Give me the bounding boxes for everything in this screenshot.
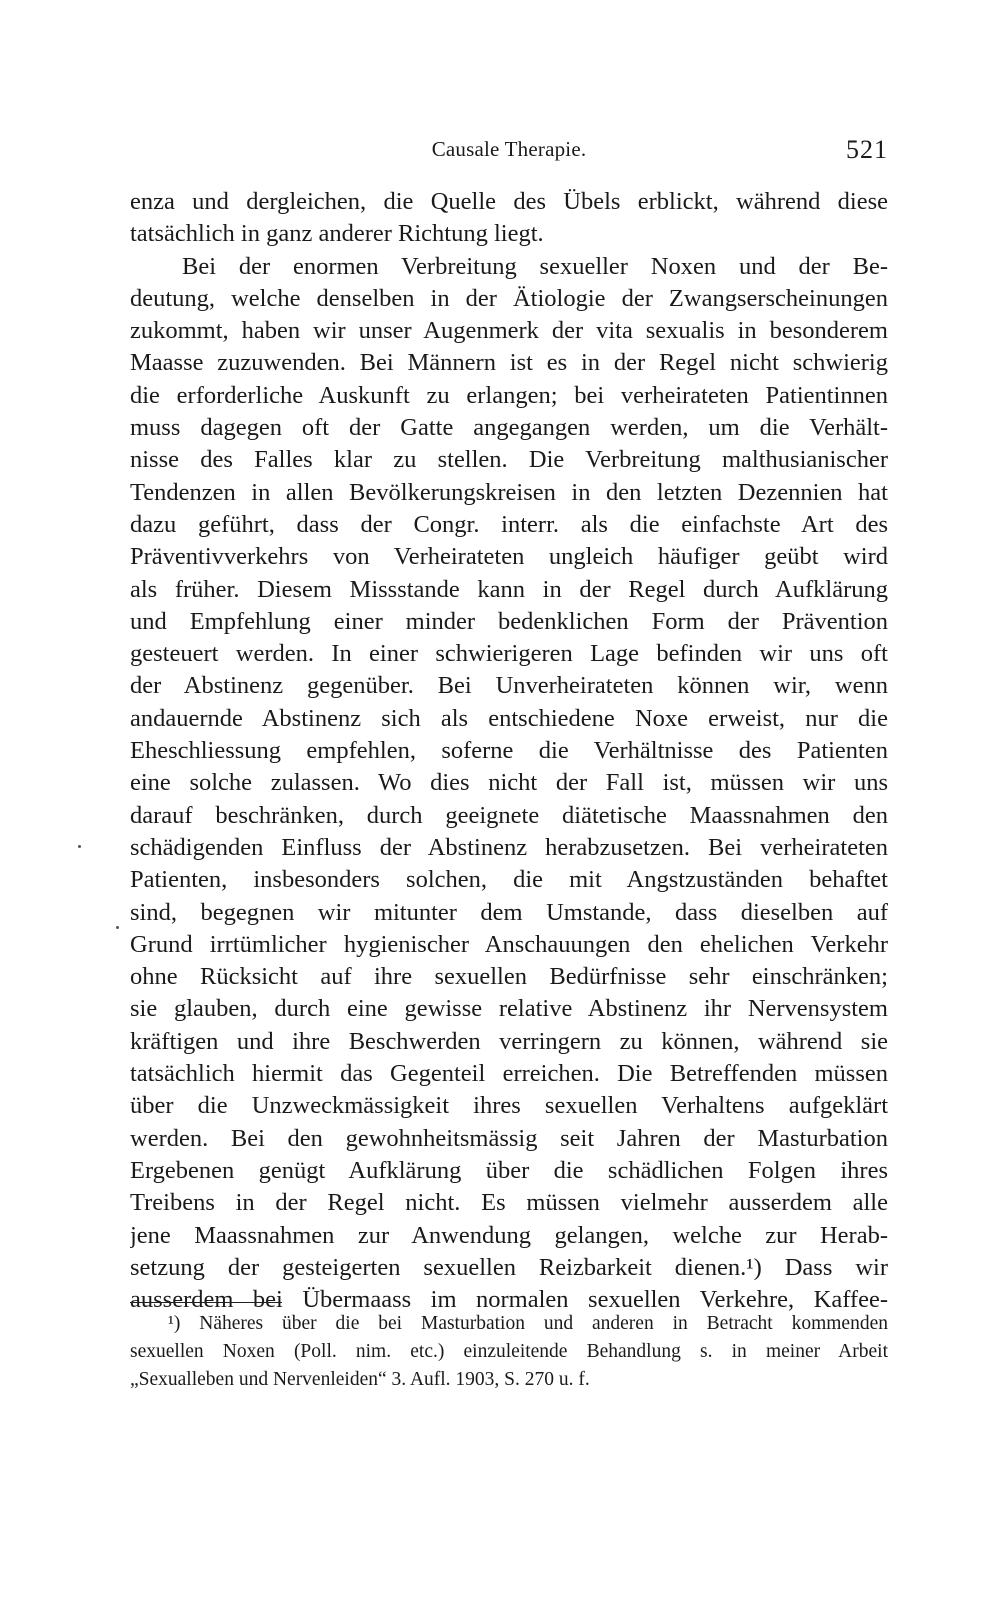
- text-line: schädigenden Einfluss der Abstinenz herabzusetzen. Bei verheirateten: [130, 833, 888, 861]
- text-line: ohne Rücksicht auf ihre sexuellen Bedürfnisse sehr einschränken;: [130, 963, 888, 991]
- text-line: kräftigen und ihre Beschwerden verringern zu können, während sie: [130, 1027, 888, 1055]
- text-line: sie glauben, durch eine gewisse relative Abstinenz ihr Nervensystem: [130, 995, 888, 1023]
- text-line: enza und dergleichen, die Quelle des Übels erblickt, während diese: [130, 188, 888, 215]
- text-line: der Abstinenz gegenüber. Bei Unverheirateten können wir, wenn: [130, 672, 888, 700]
- text-line: Tendenzen in allen Bevölkerungskreisen in den letzten Dezennien hat: [130, 478, 888, 506]
- running-title: Causale Therapie.: [431, 137, 587, 161]
- body-text: [130, 186, 888, 1316]
- text-line: Ergebenen genügt Aufklärung über die schädlichen Folgen ihres: [130, 1156, 888, 1184]
- text-line: tatsächlich hiermit das Gegenteil erreichen. Die Betreffenden müssen: [130, 1060, 888, 1088]
- text-line: nisse des Falles klar zu stellen. Die Verbreitung malthusianischer: [130, 446, 888, 474]
- text-line: über die Unzweckmässigkeit ihres sexuellen Verhaltens aufgeklärt: [130, 1092, 888, 1120]
- text-line: andauernde Abstinenz sich als entschiedene Noxe erweist, nur die: [130, 704, 888, 732]
- text-line: werden. Bei den gewohnheitsmässig seit Jahren der Masturbation: [130, 1124, 888, 1152]
- text-line: darauf beschränken, durch geeignete diätetische Maassnahmen den: [130, 801, 888, 829]
- text-line: Treibens in der Regel nicht. Es müssen vielmehr ausserdem alle: [130, 1189, 888, 1217]
- text-line: sind, begegnen wir mitunter dem Umstande, dass dieselben auf: [130, 898, 888, 926]
- text-line: gesteuert werden. In einer schwierigeren Lage befinden wir uns oft: [130, 640, 888, 668]
- text-line: setzung der gesteigerten sexuellen Reizbarkeit dienen.¹) Dass wir: [130, 1253, 888, 1281]
- text-line: Patienten, insbesonders solchen, die mit Angstzuständen behaftet: [130, 866, 888, 894]
- text-line: die erforderliche Auskunft zu erlangen; bei verheirateten Patientinnen: [130, 381, 888, 409]
- footnote-line: „Sexualleben und Nervenleiden“ 3. Aufl. 1903, S. 270 u. f.: [130, 1369, 590, 1390]
- text-line: Präventivverkehrs von Verheirateten ungleich häufiger geübt wird: [130, 543, 888, 571]
- text-line: tatsächlich in ganz anderer Richtung liegt.: [130, 220, 544, 248]
- text-line: und Empfehlung einer minder bedenklichen Form der Prävention: [130, 607, 888, 635]
- page-header: [130, 135, 888, 175]
- text-line: Maasse zuzuwenden. Bei Männern ist es in der Regel nicht schwierig: [130, 349, 888, 377]
- footnote-line: ¹) Näheres über die bei Masturbation und anderen in Betracht kommenden: [168, 1313, 888, 1334]
- text-line: deutung, welche denselben in der Ätiologie der Zwangserscheinungen: [130, 284, 888, 312]
- text-line: ausserdem bei Übermaass im normalen sexuellen Verkehre, Kaffee-: [130, 1286, 888, 1314]
- text-line: jene Maassnahmen zur Anwendung gelangen, welche zur Herab-: [130, 1221, 888, 1249]
- text-line: eine solche zulassen. Wo dies nicht der Fall ist, müssen wir uns: [130, 769, 888, 797]
- footnote-line: sexuellen Noxen (Poll. nim. etc.) einzuleitende Behandlung s. in meiner Arbeit: [130, 1341, 888, 1362]
- text-line: zukommt, haben wir unser Augenmerk der vita sexualis in besonderem: [130, 317, 888, 345]
- page-number: 521: [846, 135, 888, 164]
- text-line: Eheschliessung empfehlen, soferne die Verhältnisse des Patienten: [130, 737, 888, 765]
- footnote-separator: [130, 1302, 282, 1303]
- ink-speck: [116, 926, 119, 929]
- ink-speck: [78, 845, 81, 848]
- text-line: Grund irrtümlicher hygienischer Anschauungen den ehelichen Verkehr: [130, 930, 888, 958]
- text-line: dazu geführt, dass der Congr. interr. als die einfachste Art des: [130, 510, 888, 538]
- footnotes: [130, 1310, 888, 1394]
- text-line: Bei der enormen Verbreitung sexueller Noxen und der Be-: [182, 252, 888, 280]
- text-line: muss dagegen oft der Gatte angegangen werden, um die Verhält-: [130, 414, 888, 442]
- text-line: als früher. Diesem Missstande kann in der Regel durch Aufklärung: [130, 575, 888, 603]
